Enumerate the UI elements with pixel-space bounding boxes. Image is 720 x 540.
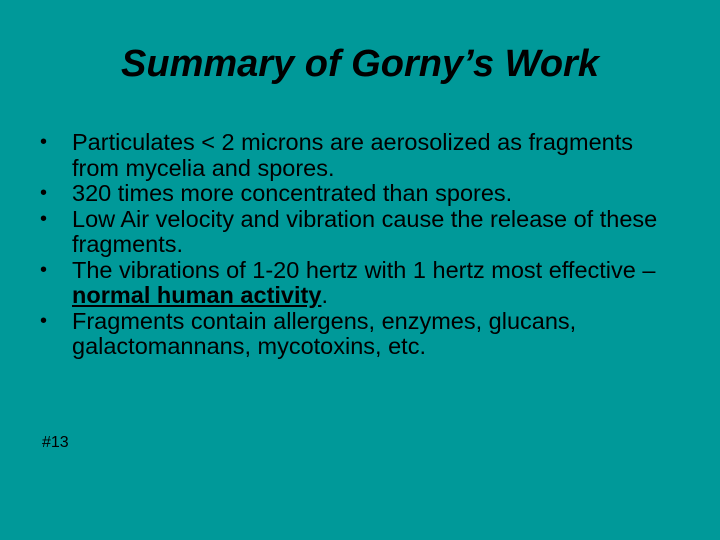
bullet-item-1 [40, 130, 680, 181]
bullet-icon: • [40, 207, 48, 230]
bullet-list [40, 130, 680, 360]
bullet-icon: • [40, 258, 48, 281]
bullet-text: Particulates < 2 microns are aerosolized as fragments from mycelia and spores. [72, 129, 633, 181]
bullet-item-4 [40, 258, 680, 309]
bullet-text: Low Air velocity and vibration cause the release of these fragments. [72, 205, 658, 257]
bullet-text: Fragments contain allergens, enzymes, glucans, galactomannans, mycotoxins, etc. [72, 307, 577, 359]
bullet-emphasis: normal human activity [72, 282, 322, 308]
bullet-suffix: . [321, 282, 328, 308]
bullet-text: The vibrations of 1-20 hertz with 1 hertz most effective – [72, 256, 656, 283]
bullet-icon: • [40, 309, 48, 332]
slide-title: Summary of Gorny’s Work [121, 43, 599, 85]
bullet-icon: • [40, 182, 48, 204]
bullet-icon: • [40, 131, 48, 153]
bullet-item-5 [40, 309, 680, 360]
bullet-item-3 [40, 207, 680, 258]
bullet-item-2 [40, 181, 680, 207]
bullet-text: 320 times more concentrated than spores. [72, 180, 513, 206]
slide-footnote: #13 [42, 434, 69, 451]
